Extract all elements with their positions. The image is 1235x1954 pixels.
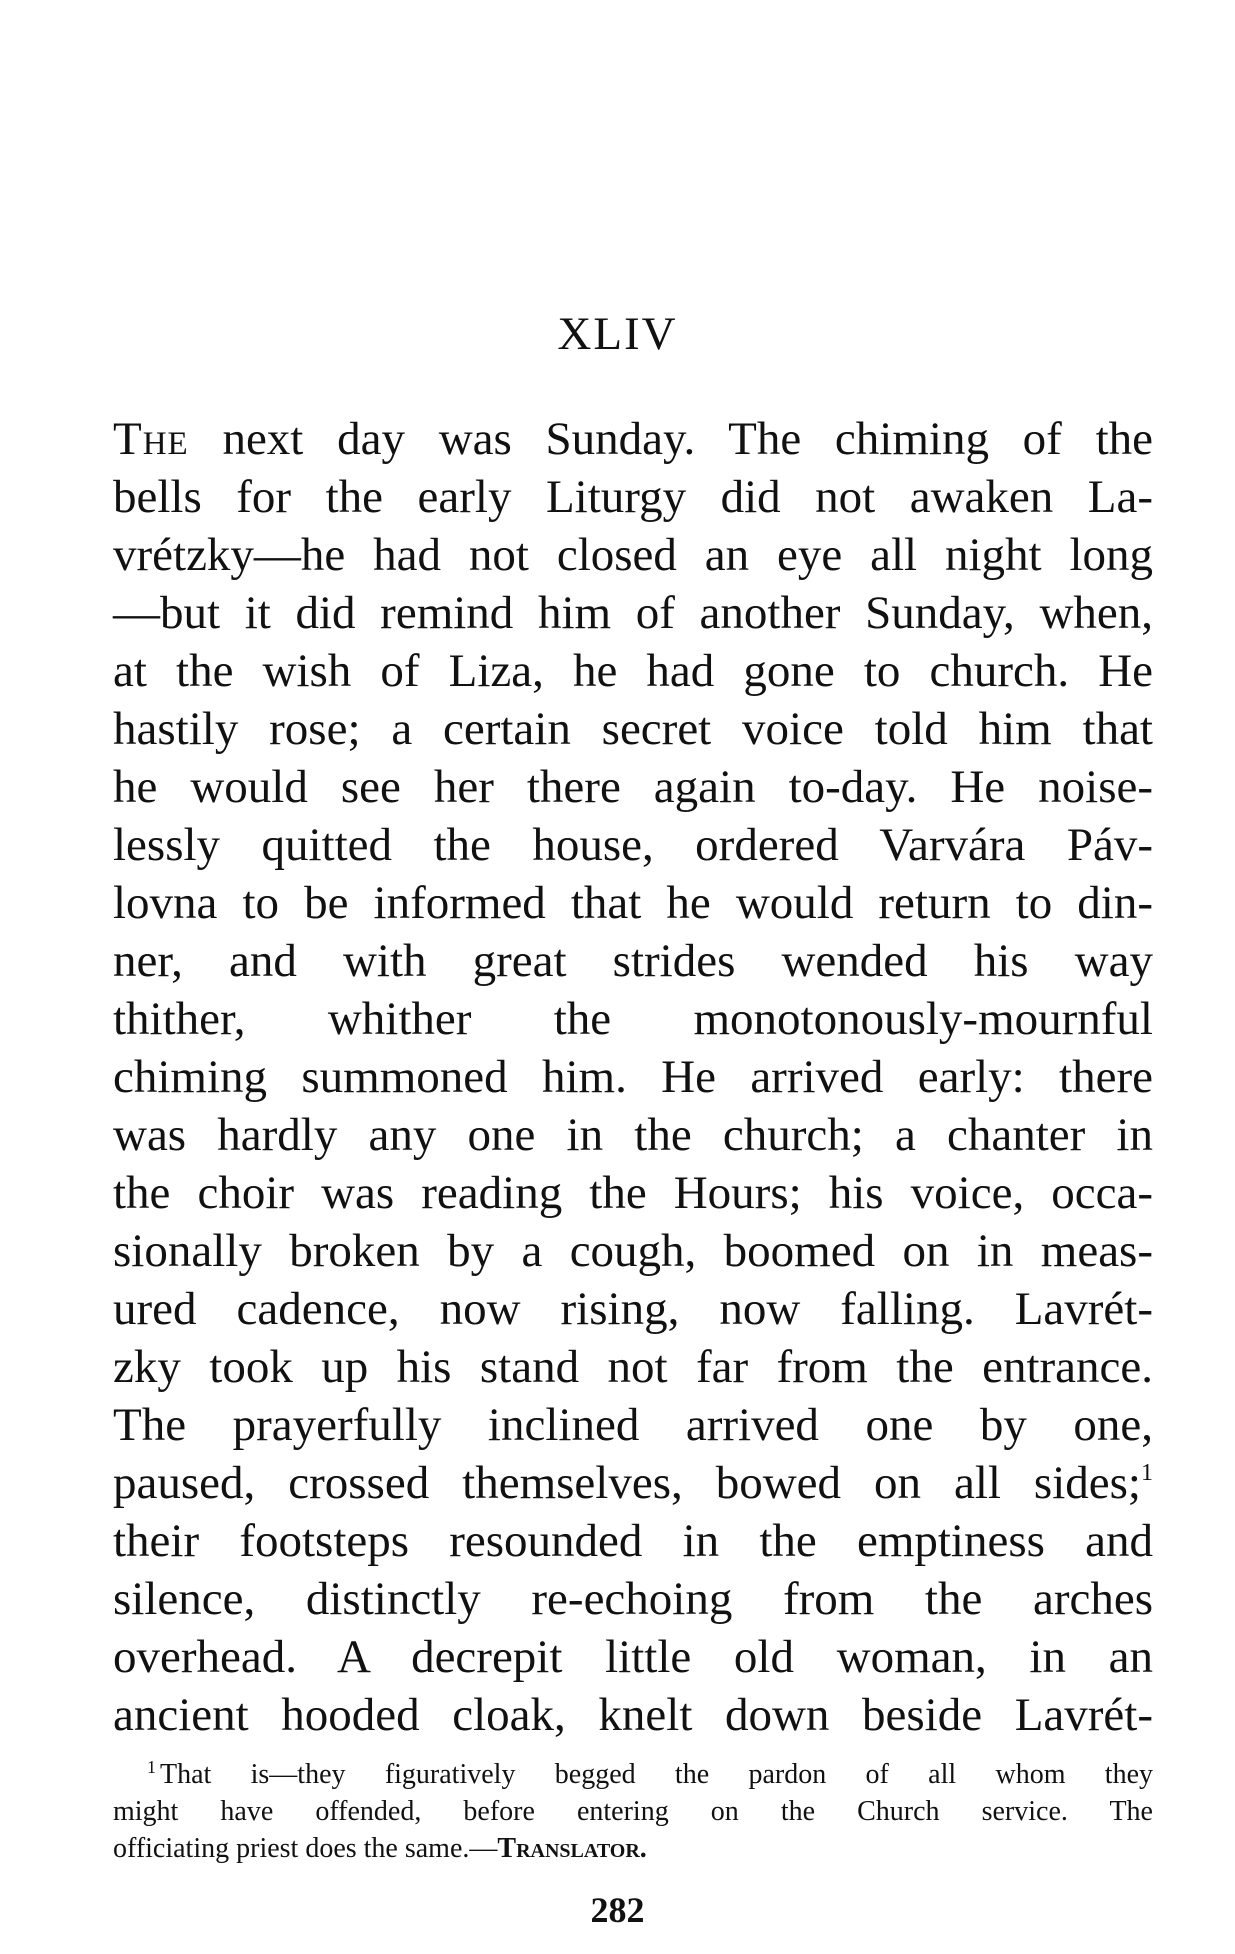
first-word: The — [113, 413, 189, 465]
body-line: silence, distinctly re-echoing from the arches — [113, 1573, 1153, 1625]
body-line-text: next day was Sunday. The chiming of the — [188, 413, 1153, 465]
footnote-line — [113, 1830, 1153, 1867]
body-line: bells for the early Liturgy did not awaken La- — [113, 471, 1153, 523]
footnote-line: might have offended, before entering on the Church service. The — [113, 1796, 1153, 1827]
body-line: hastily rose; a certain secret voice told him that — [113, 703, 1153, 755]
body-line: sionally broken by a cough, boomed on in meas- — [113, 1225, 1153, 1277]
footnote-line-text: That is—they figuratively begged the pardon of all whom they — [160, 1759, 1153, 1790]
body-line: ured cadence, now rising, now falling. Lavrét- — [113, 1283, 1153, 1335]
footnote-marker: 1 — [147, 1757, 156, 1777]
footnote — [113, 1756, 1153, 1867]
body-line: their footsteps resounded in the emptiness and — [113, 1515, 1153, 1567]
body-line: the choir was reading the Hours; his voice, occa- — [113, 1167, 1153, 1219]
body-text — [113, 410, 1153, 1744]
footnote-line — [113, 1756, 1153, 1793]
footnote-attribution: Translator. — [497, 1833, 647, 1864]
body-line — [113, 1454, 1153, 1512]
body-line: ancient hooded cloak, knelt down beside Lavrét- — [113, 1689, 1153, 1741]
body-line: lovna to be informed that he would return to din- — [113, 877, 1153, 929]
body-line: zky took up his stand not far from the entrance. — [113, 1341, 1153, 1393]
body-line: ner, and with great strides wended his way — [113, 935, 1153, 987]
body-line — [113, 410, 1153, 468]
body-line: vrétzky—he had not closed an eye all night long — [113, 529, 1153, 581]
footnote-reference[interactable]: 1 — [1141, 1460, 1153, 1486]
body-line: The prayerfully inclined arrived one by one, — [113, 1399, 1153, 1451]
body-line: thither, whither the monotonously-mournful — [113, 993, 1153, 1045]
body-line: chiming summoned him. He arrived early: there — [113, 1051, 1153, 1103]
body-line: lessly quitted the house, ordered Varvára Páv- — [113, 819, 1153, 871]
body-line: —but it did remind him of another Sunday, when, — [113, 587, 1153, 639]
footnote-line-text: officiating priest does the same.— — [113, 1833, 498, 1864]
body-line-text: paused, crossed themselves, bowed on all sides; — [113, 1457, 1141, 1509]
chapter-heading: XLIV — [557, 308, 678, 360]
body-line: at the wish of Liza, he had gone to church. He — [113, 645, 1153, 697]
body-line: was hardly any one in the church; a chanter in — [113, 1109, 1153, 1161]
page-number: 282 — [590, 1890, 645, 1930]
body-line: overhead. A decrepit little old woman, in an — [113, 1631, 1153, 1683]
body-line: he would see her there again to-day. He noise- — [113, 761, 1153, 813]
